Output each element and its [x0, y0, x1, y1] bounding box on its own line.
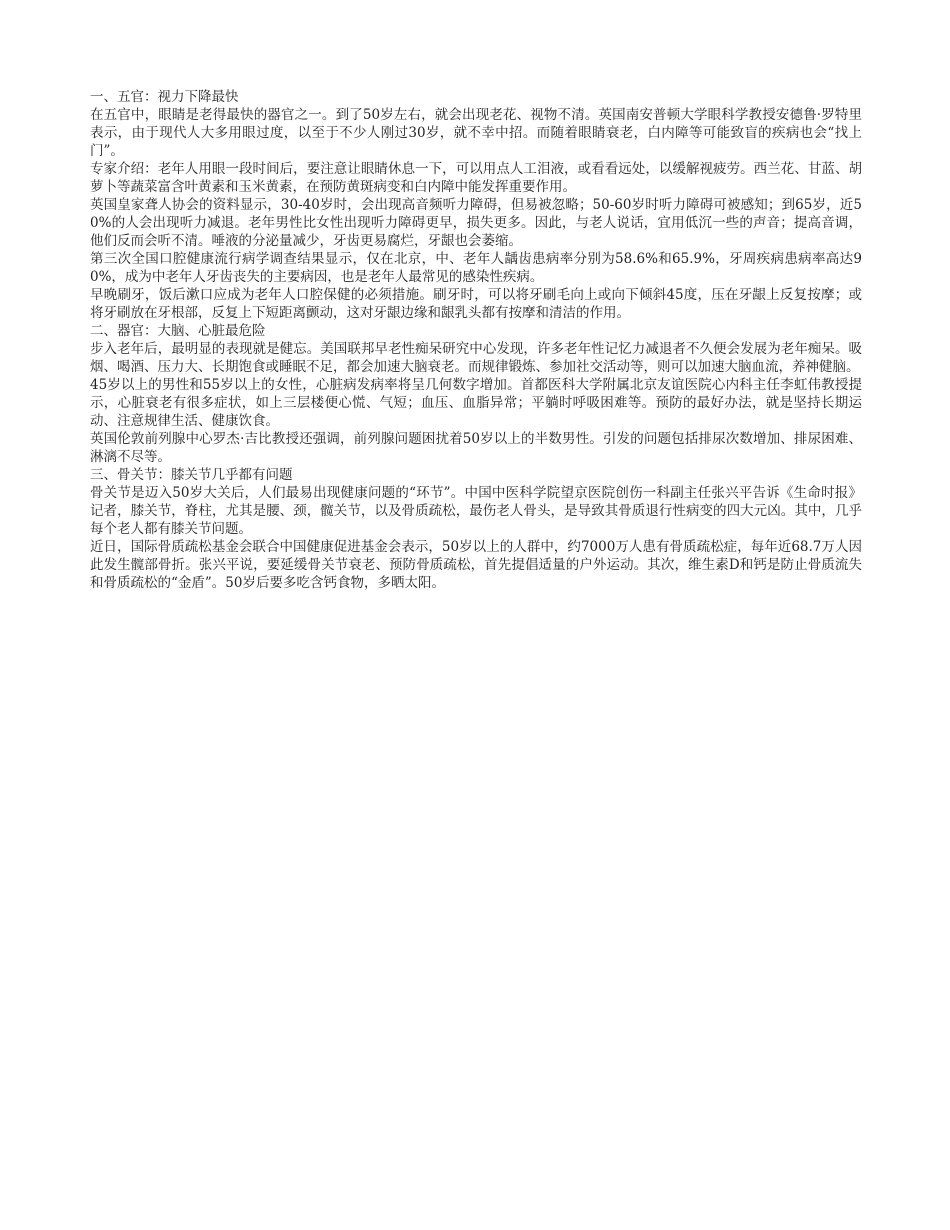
paragraph-tooth-brushing: 早晚刷牙，饭后漱口应成为老年人口腔保健的必须措施。刷牙时，可以将牙刷毛向上或向下倾斜45度，压在牙龈上反复按摩；或将牙刷放在牙根部，反复上下短距离颤动，这对牙龈边缘和龈乳头都有按摩和清洁的作用。: [90, 287, 862, 321]
paragraph-brain: 步入老年后，最明显的表现就是健忘。美国联邦早老性痴呆研究中心发现，许多老年性记忆力减退者不久便会发展为老年痴呆。吸烟、喝酒、压力大、长期饱食或睡眠不足，都会加速大脑衰老。而规律锻炼、参加社交活动等，则可以加速大脑血流，养神健脑。: [90, 341, 862, 375]
paragraph-eye-care: 专家介绍：老年人用眼一段时间后，要注意让眼睛休息一下，可以用点人工泪液，或看看远处，以缓解视疲劳。西兰花、甘蓝、胡萝卜等蔬菜富含叶黄素和玉米黄素，在预防黄斑病变和白内障中能发挥重要作用。: [90, 161, 862, 195]
paragraph-eyes-aging: 在五官中，眼睛是老得最快的器官之一。到了50岁左右，就会出现老花、视物不清。英国南安普顿大学眼科学教授安德鲁·罗特里表示，由于现代人大多用眼过度，以至于不少人刚过30岁，就不幸中招。而随着眼睛衰老，白内障等可能致盲的疾病也会“找上门”。: [90, 107, 862, 159]
paragraph-heart: 45岁以上的男性和55岁以上的女性，心脏病发病率将呈几何数字增加。首都医科大学附属北京友谊医院心内科主任李虹伟教授提示，心脏衰老有很多症状，如上三层楼便心慌、气短；血压、血脂异常；平躺时呼吸困难等。预防的最好办法，就是坚持长期运动、注意规律生活、健康饮食。: [90, 377, 862, 429]
article-body: [90, 88, 862, 592]
section-heading-senses: 一、五官：视力下降最快: [90, 89, 239, 105]
paragraph-oral-survey: 第三次全国口腔健康流行病学调查结果显示，仅在北京，中、老年人龋齿患病率分别为58.6%和65.9%，牙周疾病患病率高达90%，成为中老年人牙齿丧失的主要病因，也是老年人最常见的感染性疾病。: [90, 251, 862, 285]
paragraph-prostate: 英国伦敦前列腺中心罗杰·吉比教授还强调，前列腺问题困扰着50岁以上的半数男性。引发的问题包括排尿次数增加、排尿困难、淋漓不尽等。: [90, 431, 862, 465]
section-heading-organs: 二、器官：大脑、心脏最危险: [90, 323, 266, 339]
paragraph-hearing: 英国皇家聋人协会的资料显示，30-40岁时，会出现高音频听力障碍，但易被忽略；50-60岁时听力障碍可被感知；到65岁，近50%的人会出现听力减退。老年男性比女性出现听力障碍更早，损失更多。因此，与老人说话，宜用低沉一些的声音；提高音调，他们反而会听不清。唾液的分泌量减少，牙齿更易腐烂，牙龈也会萎缩。: [90, 197, 862, 249]
section-heading-joints: 三、骨关节：膝关节几乎都有问题: [90, 467, 293, 483]
paragraph-joints: 骨关节是迈入50岁大关后，人们最易出现健康问题的“环节”。中国中医科学院望京医院创伤一科副主任张兴平告诉《生命时报》记者，膝关节，脊柱，尤其是腰、颈，髋关节，以及骨质疏松，最伤老人骨头，是导致其骨质退行性病变的四大元凶。其中，几乎每个老人都有膝关节问题。: [90, 485, 862, 537]
paragraph-osteoporosis: 近日，国际骨质疏松基金会联合中国健康促进基金会表示，50岁以上的人群中，约7000万人患有骨质疏松症，每年近68.7万人因此发生髋部骨折。张兴平说，要延缓骨关节衰老、预防骨质疏松，首先提倡适量的户外运动。其次，维生素D和钙是防止骨质流失和骨质疏松的“金盾”。50岁后要多吃含钙食物，多晒太阳。: [90, 539, 862, 591]
